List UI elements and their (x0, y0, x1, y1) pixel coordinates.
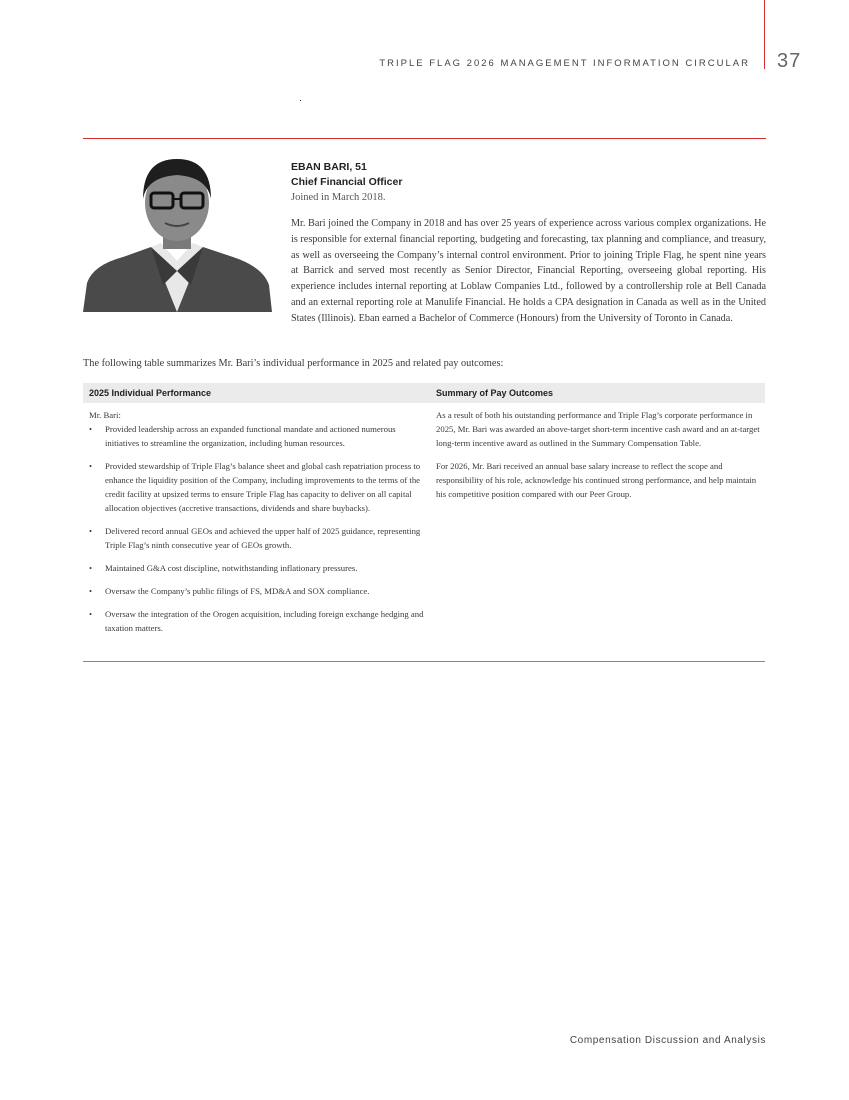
header-pay-outcomes: Summary of Pay Outcomes (436, 388, 554, 398)
bio-paragraph: Mr. Bari joined the Company in 2018 and has over 25 years of experience across various complex organizations. He is responsible for external financial reporting, budgeting and forecasting, tax planning and compliance, and treasury, as well as overseeing the Company’s internal control environment. Prior to joining Triple Flag, he spent nine years at Barrick and served most recently as Senior Director, Financial Reporting, overseeing global reporting. His experience includes internal reporting at Loblaw Companies Ltd., followed by a controllership role at Bell Canada and an external reporting role at Manulife Financial. He holds a CPA designation in Canada as well as in the United States (Illinois). Eban earned a Bachelor of Commerce (Honours) from the University of Toronto in Canada. (291, 218, 766, 324)
bullet-icon: • (89, 424, 93, 434)
executive-bio (291, 160, 766, 327)
header-divider (764, 0, 765, 69)
list-item: • Delivered record annual GEOs and achieved the upper half of 2025 guidance, representing Triple Flag’s ninth consecutive year of GEOs growth. (89, 526, 421, 550)
pay-outcome-paragraph: For 2026, Mr. Bari received an annual base salary increase to reflect the scope and responsibility of his role, acknowledge his continued strong performance, and help maintain his competitive position compared with our Peer Group. (436, 461, 757, 499)
performance-lead: Mr. Bari: (89, 410, 121, 420)
list-item: • Provided leadership across an expanded functional mandate and actioned numerous initiatives to streamline the organization, including human resources. (89, 424, 396, 448)
bullet-icon: • (89, 609, 93, 619)
list-item: • Provided stewardship of Triple Flag’s balance sheet and global cash repatriation process to enhance the liquidity position of the Company, including improvements to the terms of the credit facility at upsized terms to ensure Triple Flag has capacity to deliver on all capital allocation objectives (accretive transactions, dividends and share buybacks). (89, 461, 421, 513)
performance-table (83, 383, 765, 662)
footer-section-title: Compensation Discussion and Analysis (569, 1035, 766, 1046)
document-title: TRIPLE FLAG 2026 MANAGEMENT INFORMATION CIRCULAR (379, 58, 750, 69)
page-number: 37 (777, 50, 802, 72)
list-item: • Maintained G&A cost discipline, notwithstanding inflationary pressures. (89, 563, 358, 573)
bullet-icon: • (89, 461, 93, 471)
performance-list (89, 422, 427, 635)
bullet-icon: • (89, 526, 93, 536)
pay-outcomes-column (436, 408, 764, 510)
stray-dot (300, 100, 301, 101)
table-header-row (83, 383, 765, 403)
performance-column (89, 408, 427, 644)
table-body (83, 403, 765, 662)
executive-joined: Joined in March 2018. (291, 192, 386, 203)
portrait-photo (83, 155, 272, 312)
executive-role: Chief Financial Officer (291, 176, 403, 188)
executive-name: EBAN BARI, 51 (291, 161, 367, 173)
list-item: • Oversaw the Company’s public filings of FS, MD&A and SOX compliance. (89, 586, 370, 596)
list-item: • Oversaw the integration of the Orogen acquisition, including foreign exchange hedging and taxation matters. (89, 609, 424, 633)
bullet-icon: • (89, 563, 93, 573)
header-individual-performance: 2025 Individual Performance (89, 388, 212, 398)
pay-outcome-paragraph: As a result of both his outstanding performance and Triple Flag’s corporate performance in 2025, Mr. Bari was awarded an above-target short-term incentive cash award and an at-target long-term incentive award as outlined in the Summary Compensation Table. (436, 410, 760, 448)
section-rule (83, 138, 766, 139)
bullet-icon: • (89, 586, 93, 596)
table-intro: The following table summarizes Mr. Bari’s individual performance in 2025 and related pay outcomes: (83, 358, 504, 369)
